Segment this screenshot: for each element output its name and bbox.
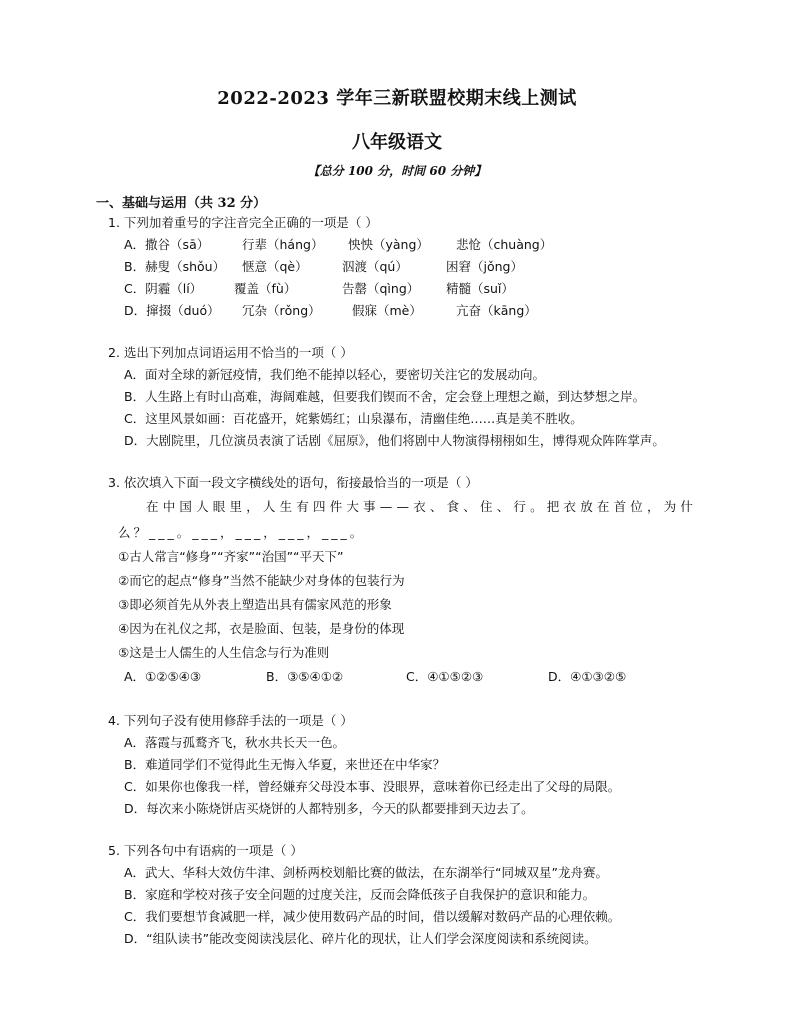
q2-option-a: A．面对全球的新冠疫情，我们绝不能掉以轻心，要密切关注它的发展动向。 xyxy=(124,367,546,382)
q3-choice-d: D．④①③②⑤ xyxy=(548,669,627,684)
q3-paragraph-line2: 么？___。___，___，___，___。 xyxy=(118,525,366,540)
q3-stem: 3. 依次填入下面一段文字横线处的语句，衔接最恰当的一项是（ ） xyxy=(108,475,478,490)
q2-stem: 2. 选出下列加点词语运用不恰当的一项（ ） xyxy=(108,345,353,360)
q2-option-c: C．这里风景如画：百花盛开，姹紫嫣红；山泉瀑布，清幽佳绝……真是美不胜收。 xyxy=(124,411,583,426)
q1-cell: 悲怆（chuàng） xyxy=(456,237,553,252)
q1-cell: 冗杂（rǒng） xyxy=(242,303,321,318)
q3-item-4: ④因为在礼仪之邦，衣是脸面、包装，是身份的体现 xyxy=(118,621,405,636)
exam-subtitle: 八年级语文 xyxy=(352,132,442,153)
q5-option-d: D．“组队读书”能改变阅读浅层化、碎片化的现状，让人们学会深度阅读和系统阅读。 xyxy=(124,931,597,946)
q1-cell: 怏怏（yàng） xyxy=(348,237,429,252)
section-heading: 一、基础与运用（共 32 分） xyxy=(96,196,267,211)
q1-cell: 精髓（suǐ） xyxy=(446,281,514,296)
q3-item-1: ①古人常言“修身”“齐家”“治国”“平天下” xyxy=(118,549,344,564)
q4-stem: 4. 下列句子没有使用修辞手法的一项是（ ） xyxy=(108,713,353,728)
q1-cell: 惬意（qè） xyxy=(242,259,308,274)
q3-item-2: ②而它的起点“修身”当然不能缺少对身体的包装行为 xyxy=(118,573,405,588)
q1-cell: D．撺掇（duó） xyxy=(124,303,220,318)
q1-cell: B．赫叟（shǒu） xyxy=(124,259,226,274)
q5-stem: 5. 下列各句中有语病的一项是（ ） xyxy=(108,843,303,858)
q1-stem: 1. 下列加着重号的字注音完全正确的一项是（ ） xyxy=(108,215,378,230)
exam-title: 2022-2023 学年三新联盟校期末线上测试 xyxy=(217,88,577,109)
q1-cell: 假寐（mè） xyxy=(352,303,422,318)
q3-choice-b: B．③⑤④①② xyxy=(266,669,344,684)
q5-option-c: C．我们要想节食减肥一样，减少使用数码产品的时间，借以缓解对数码产品的心理依赖。 xyxy=(124,909,621,924)
q1-cell: 泅渡（qú） xyxy=(342,259,408,274)
q4-option-b: B．难道同学们不觉得此生无悔入华夏，来世还在中华家？ xyxy=(124,757,446,772)
q3-choice-a: A．①②⑤④③ xyxy=(124,669,202,684)
q5-option-a: A．武大、华科大效仿牛津、剑桥两校划船比赛的做法，在东湖举行“同城双星”龙舟赛。 xyxy=(124,865,609,880)
q1-cell: 告罄（qìng） xyxy=(342,281,420,296)
q2-option-b: B．人生路上有时山高难，海阔难越，但要我们锲而不舍，定会登上理想之巅，到达梦想之岸。 xyxy=(124,389,646,404)
q3-item-3: ③即必须首先从外表上塑造出具有儒家风范的形象 xyxy=(118,597,392,612)
q3-choice-c: C．④①⑤②③ xyxy=(406,669,484,684)
q4-option-c: C．如果你也像我一样，曾经嫌弃父母没本事、没眼界，意味着你已经走出了父母的局限。 xyxy=(124,779,621,794)
q3-item-5: ⑤这是士人儒生的人生信念与行为准则 xyxy=(118,645,330,660)
q2-option-d: D．大剧院里，几位演员表演了话剧《屈原》，他们将剧中人物演得栩栩如生，博得观众阵阵掌声。 xyxy=(124,433,665,448)
score-note: 【总分 100 分，时间 60 分钟】 xyxy=(307,164,487,178)
q1-cell: 亢奋（kāng） xyxy=(456,303,537,318)
q5-option-b: B．家庭和学校对孩子安全问题的过度关注，反而会降低孩子自我保护的意识和能力。 xyxy=(124,887,596,902)
q1-cell: 行辈（háng） xyxy=(242,237,324,252)
q4-option-d: D．每次来小陈烧饼店买烧饼的人都特别多，今天的队都要排到天边去了。 xyxy=(124,801,534,816)
q1-cell: C．阴霾（lí） xyxy=(124,281,203,296)
q1-cell: 困窘（jǒng） xyxy=(446,259,523,274)
q1-cell: A．撒谷（sā） xyxy=(124,237,210,252)
q1-cell: 覆盖（fù） xyxy=(234,281,297,296)
q4-option-a: A．落霞与孤鹜齐飞，秋水共长天一色。 xyxy=(124,735,346,750)
q3-paragraph-line1: 在中国人眼里，人生有四件大事——衣、食、住、行。把衣放在首位，为什 xyxy=(146,499,698,514)
